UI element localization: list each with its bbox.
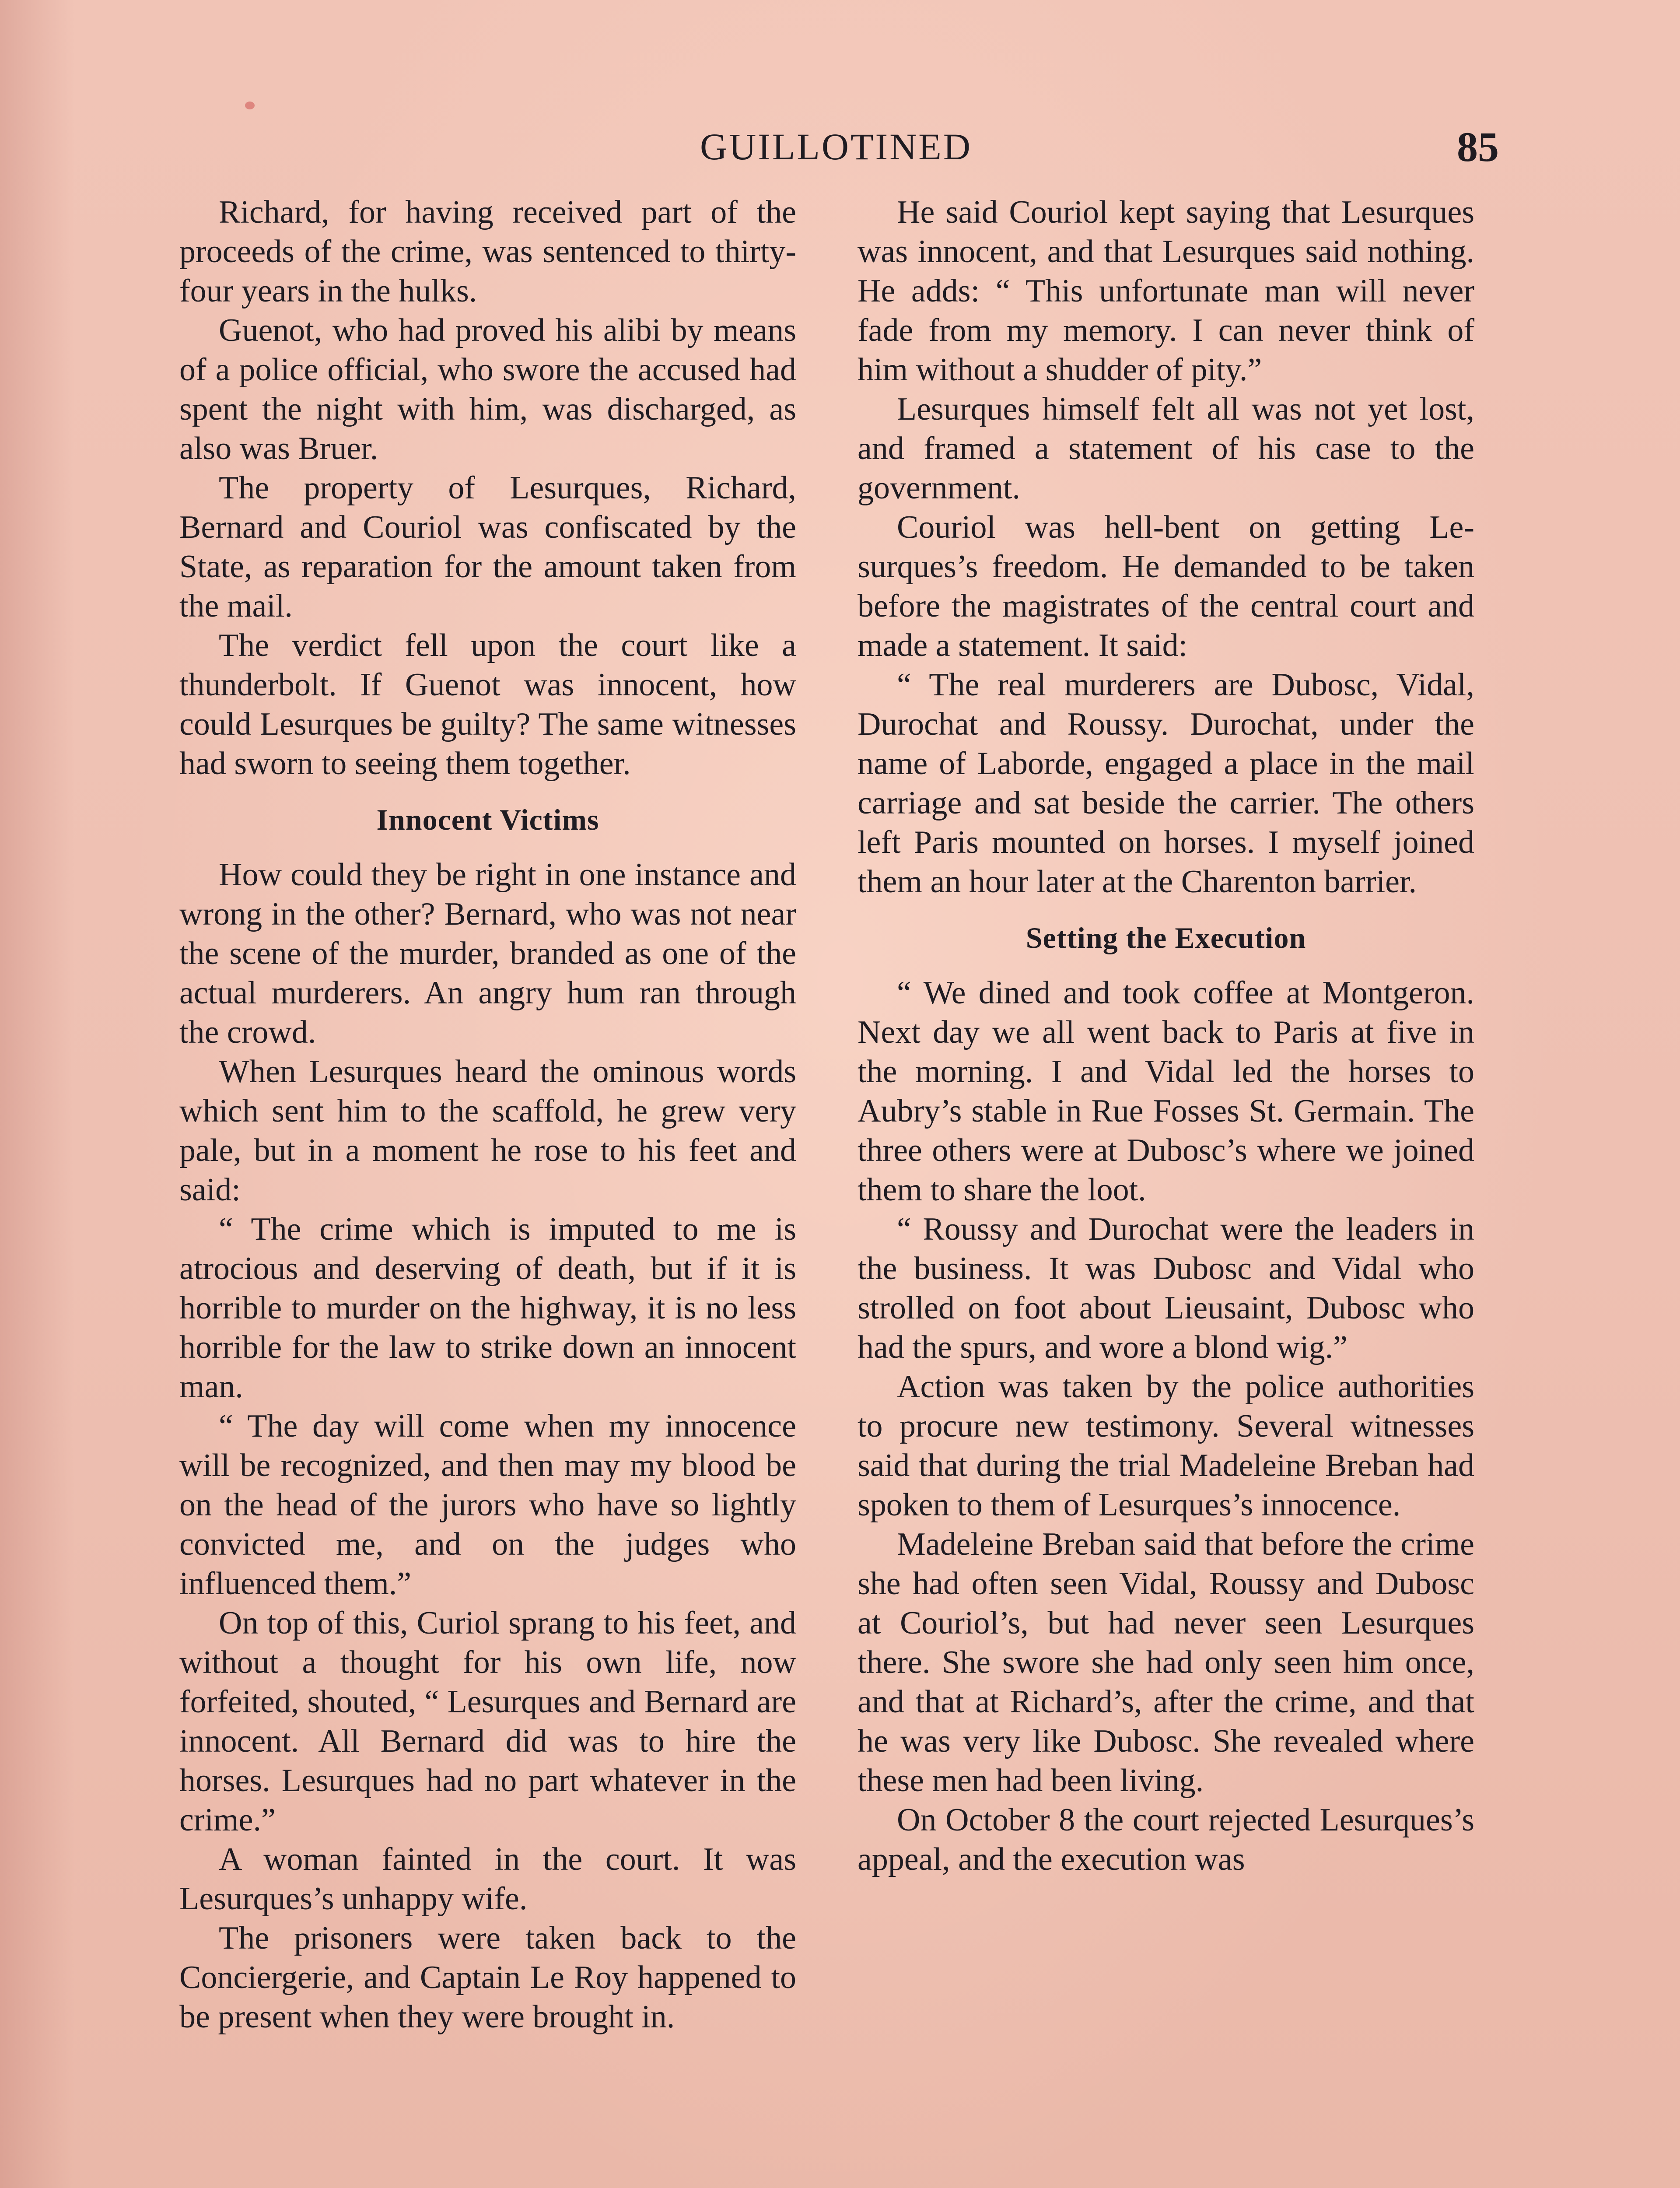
paragraph: He said Couriol kept saying that Lesurques was innocent, and that Lesurques said nothing. He adds: “ This unfortunate man will never fade from my memory. I can never think of him without a shudder of pity.” — [858, 194, 1474, 388]
paragraph: “ We dined and took coffee at Montgeron. Next day we all went back to Paris at five in the morning. I and Vidal led the horses to Aubry’s stable in Rue Fosses St. Germain. The three others were at Dubosc’s where we joined them to share the loot. — [858, 975, 1474, 1208]
paragraph: The verdict fell upon the court like a thunderbolt. If Guenot was innocent, how could Lesurques be guilty? The same witnesses had sworn to seeing them together. — [179, 628, 796, 782]
page-edge-shadow — [0, 0, 74, 2188]
paragraph: Madeleine Breban said that before the crime she had often seen Vidal, Roussy and Dubosc at Couriol’s, but had never seen Lesurques there. She swore she had only seen him once, and that at Richard’s, after the crime, and that he was very like Dubosc. She revealed where these men had been living. — [858, 1526, 1474, 1799]
paragraph: On top of this, Curiol sprang to his feet, and without a thought for his own life, now forfeited, shouted, “ Lesurques and Bernard are innocent. All Bernard did was to hire the horses. Lesurques had no part whatever in the crime.” — [179, 1605, 796, 1838]
paragraph: When Lesurques heard the ominous words which sent him to the scaffold, he grew very pale, but in a moment he rose to his feet and said: — [179, 1054, 796, 1208]
section-heading: Innocent Victims — [376, 803, 599, 836]
paragraph: Couriol was hell-bent on getting Lesurques’s freedom. He demanded to be taken before the magistrates of the central court and made a statement. It said: — [858, 509, 1474, 663]
paragraph: Richard, for having received part of the proceeds of the crime, was sentenced to thirty-four years in the hulks. — [179, 194, 796, 309]
section-heading: Setting the Execution — [1026, 921, 1306, 954]
paragraph: “ The crime which is imputed to me is atrocious and deserving of death, but if it is horrible to murder on the highway, it is no less horrible for the law to strike down an innocent man. — [179, 1211, 796, 1405]
paragraph: On October 8 the court rejected Lesurques’s appeal, and the execution was — [858, 1802, 1474, 1877]
running-head: GUILLOTINED — [700, 126, 972, 168]
paragraph: Guenot, who had proved his alibi by means of a police official, who swore the accused had spent the night with him, was discharged, as also was Bruer. — [179, 312, 796, 466]
paragraph: “ The real murderers are Dubosc, Vidal, Durochat and Roussy. Durochat, under the name of Laborde, engaged a place in the mail carriage and sat beside the carrier. The others left Paris mounted on horses. I myself joined them an hour later at the Charenton barrier. — [858, 667, 1474, 900]
right-column — [858, 193, 1474, 1879]
paragraph: “ Roussy and Durochat were the leaders in the business. It was Dubosc and Vidal who strolled on foot about Lieusaint, Dubosc who had the spurs, and wore a blond wig.” — [858, 1211, 1474, 1365]
paragraph: How could they be right in one instance and wrong in the other? Bernard, who was not near the scene of the murder, branded as one of the actual murderers. An angry hum ran through the crowd. — [179, 857, 796, 1050]
paragraph: The prisoners were taken back to the Conciergerie, and Captain Le Roy happened to be present when they were brought in. — [179, 1920, 796, 2035]
page-number: 85 — [1457, 123, 1499, 170]
paragraph: “ The day will come when my innocence will be recognized, and then may my blood be on the head of the jurors who have so lightly convicted me, and on the judges who influenced them.” — [179, 1408, 796, 1602]
paragraph: The property of Lesurques, Richard, Bernard and Couriol was confiscated by the State, as reparation for the amount taken from the mail. — [179, 470, 796, 624]
paragraph: A woman fainted in the court. It was Lesurques’s unhappy wife. — [179, 1841, 796, 1917]
paragraph: Lesurques himself felt all was not yet lost, and framed a statement of his case to the government. — [858, 391, 1474, 506]
ink-blemish — [245, 102, 255, 109]
left-column — [179, 193, 796, 2037]
paragraph: Action was taken by the police authorities to procure new testimony. Several witnesses said that during the trial Madeleine Breban had spoken to them of Lesurques’s innocence. — [858, 1369, 1474, 1523]
